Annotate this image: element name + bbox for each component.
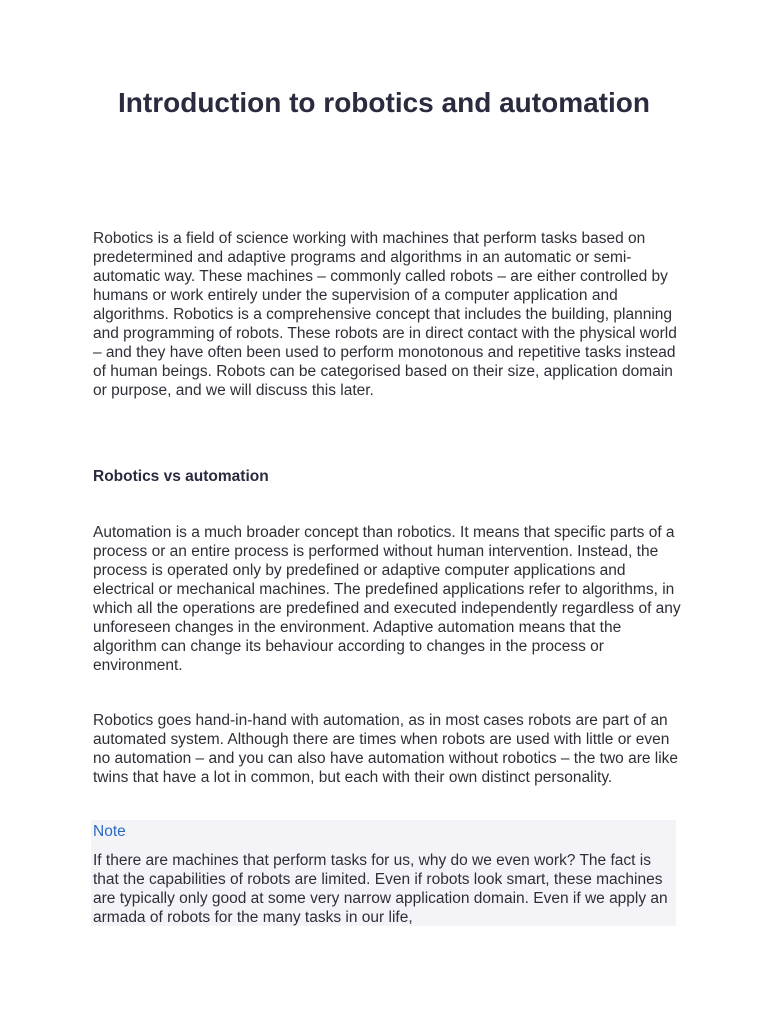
- automation-paragraph: Automation is a much broader concept than robotics. It means that specific parts of a process or an entire process is performed without human intervention. Instead, the process is operated only by predefined or adaptive computer applications and electrical or mechanical machines. The predefined applications refer to algorithms, in which all the operations are predefined and executed independently regardless of any unforeseen changes in the environment. Adaptive automation means that the algorithm can change its behaviour according to changes in the process or environment.: [93, 524, 681, 674]
- intro-paragraph: Robotics is a field of science working with machines that perform tasks based on predetermined and adaptive programs and algorithms in an automatic or semi-automatic way. These machines – commonly called robots – are either controlled by humans or work entirely under the supervision of a computer application and algorithms. Robotics is a comprehensive concept that includes the building, planning and programming of robots. These robots are in direct contact with the physical world – and they have often been used to perform monotonous and repetitive tasks instead of human beings. Robots can be categorised based on their size, application domain or purpose, and we will discuss this later.: [93, 230, 677, 399]
- section-heading: Robotics vs automation: [93, 468, 269, 485]
- note-label: Note: [93, 823, 126, 840]
- note-box: [91, 820, 676, 926]
- relation-paragraph: Robotics goes hand-in-hand with automation, as in most cases robots are part of an automated system. Although there are times when robots are used with little or even no automation – and you can also have automation without robotics – the two are like twins that have a lot in common, but each with their own distinct personality.: [93, 712, 679, 786]
- page-title: Introduction to robotics and automation: [118, 87, 650, 118]
- note-text: If there are machines that perform tasks for us, why do we even work? The fact is that the capabilities of robots are limited. Even if robots look smart, these machines are typically only good at some very narrow application domain. Even if we apply an armada of robots for the many tasks in our life,: [93, 852, 668, 926]
